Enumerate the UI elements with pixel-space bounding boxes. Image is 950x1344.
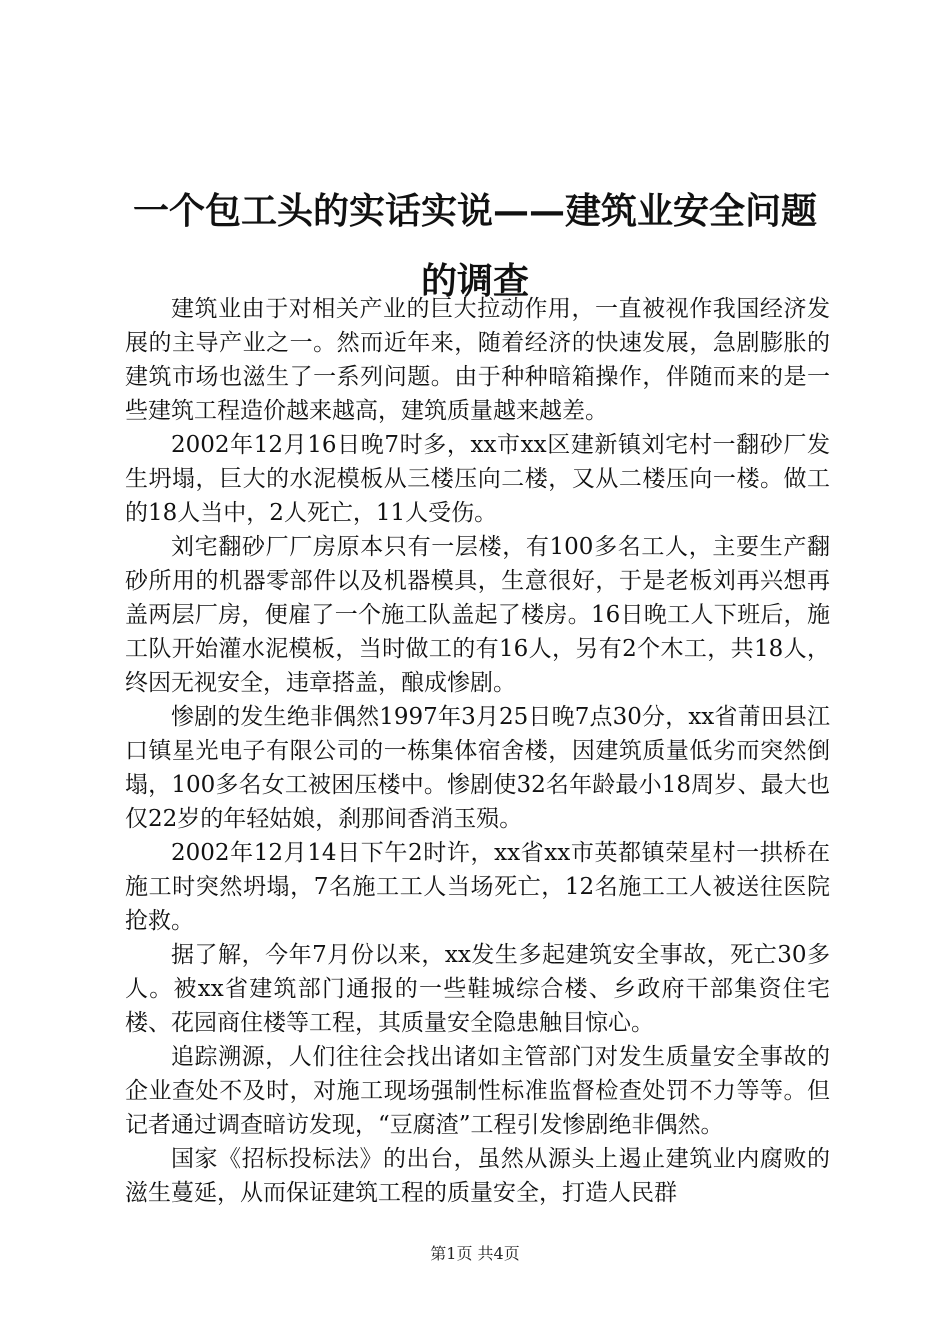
paragraph: 国家《招标投标法》的出台，虽然从源头上遏止建筑业内腐败的滋生蔓延，从而保证建筑工程的质量安全，打造人民群 [125,1146,830,1206]
paragraph: 惨剧的发生绝非偶然1997年3月25日晚7点30分，xx省莆田县江口镇星光电子有限公司的一栋集体宿舍楼，因建筑质量低劣而突然倒塌，100多名女工被困压楼中。惨剧使32名年龄最小18周岁、最大也仅22岁的年轻姑娘，刹那间香消玉殒。 [125,704,830,832]
paragraph: 2002年12月14日下午2时许，xx省xx市英都镇荣星村一拱桥在施工时突然坍塌，7名施工工人当场死亡，12名施工工人被送往医院抢救。 [125,840,830,934]
paragraph: 建筑业由于对相关产业的巨大拉动作用，一直被视作我国经济发展的主导产业之一。然而近年来，随着经济的快速发展，急剧膨胀的建筑市场也滋生了一系列问题。由于种种暗箱操作，伴随而来的是一些建筑工程造价越来越高，建筑质量越来越差。 [125,296,830,424]
paragraph: 2002年12月16日晚7时多，xx市xx区建新镇刘宅村一翻砂厂发生坍塌，巨大的水泥模板从三楼压向二楼，又从二楼压向一楼。做工的18人当中，2人死亡，11人受伤。 [125,432,830,526]
paragraph: 刘宅翻砂厂厂房原本只有一层楼，有100多名工人，主要生产翻砂所用的机器零部件以及机器模具，生意很好，于是老板刘再兴想再盖两层厂房，便雇了一个施工队盖起了楼房。16日晚工人下班后，施工队开始灌水泥模板，当时做工的有16人，另有2个木工，共18人，终因无视安全，违章搭盖，酿成惨剧。 [125,534,830,696]
page-number-footer: 第1页 共4页 [430,1244,520,1263]
document-body [125,292,830,1210]
document-title: 一个包工头的实话实说——建筑业安全问题的调查 [132,190,817,302]
paragraph: 追踪溯源，人们往往会找出诸如主管部门对发生质量安全事故的企业查处不及时，对施工现场强制性标准监督检查处罚不力等等。但记者通过调查暗访发现，“豆腐渣”工程引发惨剧绝非偶然。 [125,1044,830,1138]
paragraph: 据了解，今年7月份以来，xx发生多起建筑安全事故，死亡30多人。被xx省建筑部门通报的一些鞋城综合楼、乡政府干部集资住宅楼、花园商住楼等工程，其质量安全隐患触目惊心。 [125,942,830,1036]
